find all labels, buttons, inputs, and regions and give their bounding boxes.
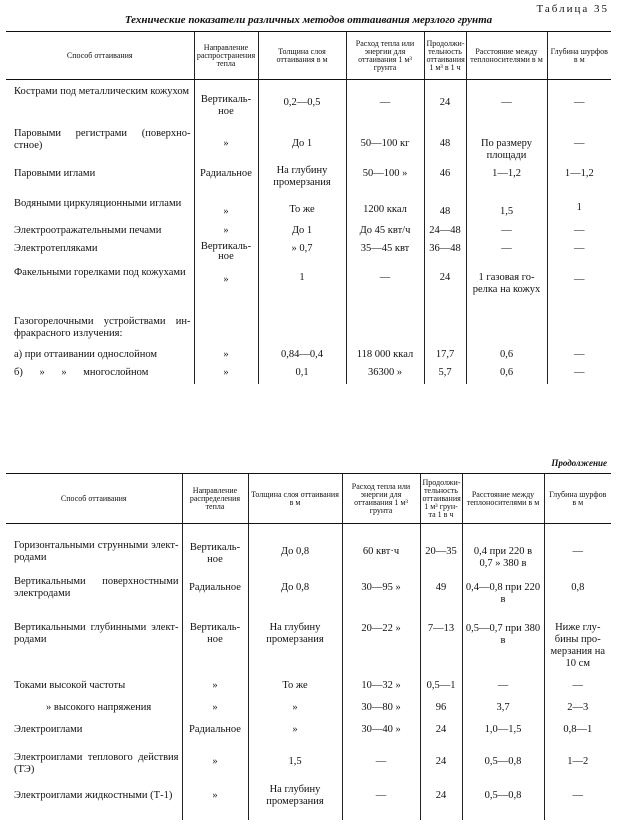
cell-thickness: 0,2—0,5 bbox=[258, 80, 346, 120]
header-thickness: Толщина слоя оттаивания в м bbox=[248, 474, 342, 524]
header-depth: Глубина шурфов в м bbox=[544, 474, 611, 524]
table-row bbox=[6, 364, 611, 384]
cell-consumption: До 45 квт/ч bbox=[346, 222, 424, 240]
cell-method: Вертикальными глубинными электродами bbox=[14, 622, 179, 645]
cell-duration: 17,7 bbox=[424, 346, 466, 364]
cell-distance: — bbox=[466, 80, 547, 120]
table-row bbox=[6, 308, 611, 346]
cell-duration: 48 bbox=[424, 196, 466, 222]
cell-method: Электротепляками bbox=[14, 242, 98, 254]
cell-consumption bbox=[346, 308, 424, 346]
table-part-2 bbox=[6, 473, 611, 820]
header-row bbox=[6, 32, 611, 80]
header-consumption: Расход тепла или энергии для оттаивания 1 м³ грунта bbox=[346, 32, 424, 80]
cell-direction: » bbox=[182, 738, 248, 778]
table-part-1 bbox=[6, 31, 611, 384]
cell-depth bbox=[547, 308, 611, 346]
cell-depth: — bbox=[547, 80, 611, 120]
cell-method: Паровыми регистрами (поверхностное) bbox=[14, 127, 191, 151]
cell-duration: 46 bbox=[424, 162, 466, 196]
table-row bbox=[6, 610, 611, 670]
cell-thickness: На глубину промерзания bbox=[248, 778, 342, 820]
cell-direction: » bbox=[194, 222, 258, 240]
cell-thickness bbox=[258, 308, 346, 346]
cell-method: Электроотражательными печами bbox=[14, 224, 162, 236]
cell-thickness: До 1 bbox=[258, 222, 346, 240]
cell-method: Вертикальными поверхностными электродами bbox=[14, 576, 179, 599]
cell-direction: » bbox=[182, 670, 248, 692]
cell-depth: — bbox=[547, 120, 611, 162]
cell-direction: Радиальное bbox=[182, 570, 248, 610]
cell-thickness: То же bbox=[248, 670, 342, 692]
cell-distance: 3,7 bbox=[462, 692, 544, 714]
cell-method: а) при оттаивании однослойном bbox=[14, 348, 158, 360]
cell-direction: » bbox=[194, 262, 258, 308]
table-row bbox=[6, 240, 611, 262]
cell-method: Водяными циркуляционными иглами bbox=[14, 197, 182, 209]
cell-consumption: 50—100 кг bbox=[346, 120, 424, 162]
cell-depth: — bbox=[547, 364, 611, 384]
cell-method: Токами высокой частоты bbox=[14, 680, 126, 691]
header-direction: Направление распределения тепла bbox=[182, 474, 248, 524]
cell-consumption: 60 квт·ч bbox=[342, 524, 420, 571]
cell-thickness: 0,1 bbox=[258, 364, 346, 384]
cell-thickness: До 0,8 bbox=[248, 524, 342, 571]
cell-distance-text: 0,4 при 220 в 0,7 » 380 в bbox=[473, 546, 533, 569]
table-row bbox=[6, 670, 611, 692]
cell-duration: 49 bbox=[420, 570, 462, 610]
cell-thickness: То же bbox=[258, 196, 346, 222]
cell-consumption: 20—22 » bbox=[342, 610, 420, 670]
cell-distance: 0,6 bbox=[466, 364, 547, 384]
cell-depth: — bbox=[547, 222, 611, 240]
cell-direction: » bbox=[194, 196, 258, 222]
table-row bbox=[6, 262, 611, 308]
cell-consumption: 36300 » bbox=[346, 364, 424, 384]
cell-duration: 24—48 bbox=[424, 222, 466, 240]
cell-depth: 1—1,2 bbox=[547, 162, 611, 196]
cell-direction: » bbox=[194, 364, 258, 384]
cell-method: Электроиглами жидкостными (Т-1) bbox=[14, 790, 173, 801]
cell-consumption: 30—95 » bbox=[342, 570, 420, 610]
cell-direction: Радиальное bbox=[182, 714, 248, 738]
cell-depth: — bbox=[547, 262, 611, 308]
cell-thickness: 0,84—0,4 bbox=[258, 346, 346, 364]
cell-distance: По размеру площади bbox=[466, 120, 547, 162]
cell-thickness: » bbox=[248, 692, 342, 714]
cell-consumption: 1200 ккал bbox=[346, 196, 424, 222]
cell-consumption: 35—45 квт bbox=[346, 240, 424, 262]
cell-thickness: До 0,8 bbox=[248, 570, 342, 610]
header-thickness: Толщина слоя оттаивания в м bbox=[258, 32, 346, 80]
cell-thickness: На глубину промерзания bbox=[258, 162, 346, 196]
cell-consumption: — bbox=[346, 262, 424, 308]
continuation-label: Продолжение bbox=[551, 458, 607, 468]
cell-duration: 24 bbox=[424, 80, 466, 120]
table-row bbox=[6, 346, 611, 364]
cell-duration: 24 bbox=[424, 262, 466, 308]
cell-duration: 7—13 bbox=[420, 610, 462, 670]
table-number: Таблица 35 bbox=[536, 3, 609, 15]
cell-duration: 0,5—1 bbox=[420, 670, 462, 692]
cell-depth: — bbox=[544, 524, 611, 571]
cell-depth: 1—2 bbox=[544, 738, 611, 778]
cell-depth: — bbox=[547, 240, 611, 262]
cell-direction: Вертикальное bbox=[182, 610, 248, 670]
cell-duration: 24 bbox=[420, 738, 462, 778]
header-method: Способ оттаивания bbox=[6, 474, 182, 524]
cell-distance: — bbox=[466, 240, 547, 262]
cell-method: б) » » многослойном bbox=[14, 366, 149, 378]
header-row bbox=[6, 474, 611, 524]
table-row bbox=[6, 692, 611, 714]
header-consumption: Расход тепла или энергии для оттаивания 1 м³ грунта bbox=[342, 474, 420, 524]
cell-duration: 5,7 bbox=[424, 364, 466, 384]
table-row bbox=[6, 524, 611, 571]
cell-distance: 1,0—1,5 bbox=[462, 714, 544, 738]
header-duration: Продолжительность оттаивания 1 м³ в 1 ч bbox=[424, 32, 466, 80]
cell-consumption: — bbox=[342, 778, 420, 820]
cell-thickness: До 1 bbox=[258, 120, 346, 162]
cell-distance: 0,5—0,8 bbox=[462, 738, 544, 778]
cell-consumption: 10—32 » bbox=[342, 670, 420, 692]
header-distance: Расстояние между теплоносителями в м bbox=[466, 32, 547, 80]
cell-direction: Вертикальное bbox=[194, 80, 258, 120]
cell-distance: 1 газовая горелка на кожух bbox=[466, 262, 547, 308]
table-row bbox=[6, 120, 611, 162]
cell-thickness: » 0,7 bbox=[258, 240, 346, 262]
table-row bbox=[6, 570, 611, 610]
cell-duration: 96 bbox=[420, 692, 462, 714]
cell-distance: — bbox=[462, 670, 544, 692]
cell-duration: 24 bbox=[420, 778, 462, 820]
header-duration: Продолжительность оттаивания 1 м³ грунта 1 в ч bbox=[420, 474, 462, 524]
cell-method: Газогорелочными устройствами инфракрасного излучения: bbox=[14, 315, 191, 339]
cell-depth: 0,8—1 bbox=[544, 714, 611, 738]
cell-method: Электроиглами bbox=[14, 724, 83, 735]
cell-consumption: 50—100 » bbox=[346, 162, 424, 196]
cell-distance: 0,5—0,8 bbox=[462, 778, 544, 820]
cell-thickness: » bbox=[248, 714, 342, 738]
cell-thickness: 1,5 bbox=[248, 738, 342, 778]
cell-thickness: 1 bbox=[258, 262, 346, 308]
table-row bbox=[6, 80, 611, 120]
table-row bbox=[6, 196, 611, 222]
cell-duration bbox=[424, 308, 466, 346]
cell-distance: 1—1,2 bbox=[466, 162, 547, 196]
cell-depth: 2—3 bbox=[544, 692, 611, 714]
table-title: Технические показатели различных методов оттаивания мерзлого грунта bbox=[124, 14, 493, 26]
cell-depth: Ниже глубины промерзания на 10 см bbox=[544, 610, 611, 670]
cell-depth: — bbox=[547, 346, 611, 364]
cell-consumption: 118 000 ккал bbox=[346, 346, 424, 364]
cell-distance: 0,4—0,8 при 220 в bbox=[462, 570, 544, 610]
cell-distance: 0,5—0,7 при 380 в bbox=[462, 610, 544, 670]
cell-distance: — bbox=[466, 222, 547, 240]
cell-method: Факельными горелками под кожухами bbox=[14, 266, 186, 278]
table-row bbox=[6, 162, 611, 196]
cell-distance bbox=[466, 308, 547, 346]
header-distance: Расстояние между теплоносителями в м bbox=[462, 474, 544, 524]
cell-direction: Радиальное bbox=[194, 162, 258, 196]
cell-direction bbox=[194, 308, 258, 346]
cell-method: Кострами под металлическим кожухом bbox=[14, 86, 190, 97]
header-depth: Глубина шурфов в м bbox=[547, 32, 611, 80]
cell-method: » высокого напряжения bbox=[46, 702, 152, 713]
cell-duration: 20—35 bbox=[420, 524, 462, 571]
cell-consumption: — bbox=[346, 80, 424, 120]
table-row bbox=[6, 738, 611, 778]
cell-distance: 0,6 bbox=[466, 346, 547, 364]
cell-distance: 1,5 bbox=[466, 196, 547, 222]
cell-method: Электроиглами теплового действия (ТЭ) bbox=[14, 752, 179, 775]
cell-direction: » bbox=[182, 778, 248, 820]
cell-consumption: — bbox=[342, 738, 420, 778]
cell-distance bbox=[462, 524, 544, 571]
cell-duration: 36—48 bbox=[424, 240, 466, 262]
cell-duration: 24 bbox=[420, 714, 462, 738]
cell-direction: Вертикальное bbox=[194, 240, 258, 262]
table-row bbox=[6, 778, 611, 820]
cell-thickness: На глубину промерзания bbox=[248, 610, 342, 670]
cell-direction: » bbox=[182, 692, 248, 714]
cell-depth: 0,8 bbox=[544, 570, 611, 610]
cell-depth: — bbox=[544, 778, 611, 820]
header-method: Способ оттаивания bbox=[6, 32, 194, 80]
cell-consumption: 30—80 » bbox=[342, 692, 420, 714]
cell-method: Горизонтальными струнными электродами bbox=[14, 540, 179, 563]
cell-depth: 1 bbox=[547, 196, 611, 222]
header-direction: Направление распространения тепла bbox=[194, 32, 258, 80]
cell-direction: » bbox=[194, 346, 258, 364]
cell-direction: » bbox=[194, 120, 258, 162]
cell-consumption: 30—40 » bbox=[342, 714, 420, 738]
cell-direction: Вертикальное bbox=[182, 524, 248, 571]
cell-duration: 48 bbox=[424, 120, 466, 162]
table-row bbox=[6, 222, 611, 240]
cell-method: Паровыми иглами bbox=[14, 167, 96, 179]
cell-depth: — bbox=[544, 670, 611, 692]
table-row bbox=[6, 714, 611, 738]
